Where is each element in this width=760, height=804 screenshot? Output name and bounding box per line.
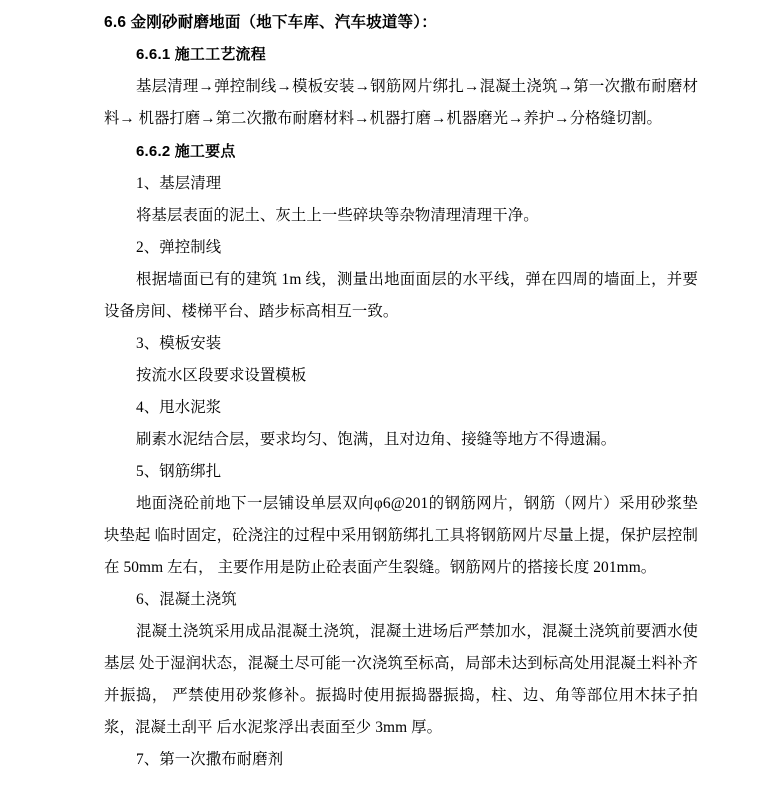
item-text-2: 根据墙面已有的建筑 1m 线，测量出地面面层的水平线，弹在四周的墙面上，并要设备房间、楼梯平台、踏步标高相互一致。 bbox=[104, 271, 698, 320]
process-flow-paragraph: 基层清理→弹控制线→模板安装→钢筋网片绑扎→混凝土浇筑→第一次撒布耐磨材料→ 机器打磨→第二次撒布耐磨材料→机器打磨→机器磨光→养护→分格缝切割。 bbox=[104, 78, 698, 127]
item-title-3: 3、模板安装 bbox=[136, 335, 222, 352]
item-text-3: 按流水区段要求设置模板 bbox=[136, 367, 307, 384]
item-title-2: 2、弹控制线 bbox=[136, 239, 222, 256]
item-title-7: 7、第一次撒布耐磨剂 bbox=[136, 751, 284, 768]
sub-heading-process-flow: 6.6.1 施工工艺流程 bbox=[136, 46, 266, 63]
item-text-1: 将基层表面的泥土、灰土上一些碎块等杂物清理清理干净。 bbox=[136, 207, 539, 224]
item-title-6: 6、混凝土浇筑 bbox=[136, 591, 237, 608]
item-title-5: 5、钢筋绑扎 bbox=[136, 463, 222, 480]
item-title-4: 4、甩水泥浆 bbox=[136, 399, 222, 416]
page-title: 6.6 金刚砂耐磨地面（地下车库、汽车坡道等）： bbox=[104, 14, 437, 31]
item-text-6: 混凝土浇筑采用成品混凝土浇筑，混凝土进场后严禁加水，混凝土浇筑前要洒水使基层 处于湿润状态，混凝土尽可能一次浇筑至标高，局部未达到标高处用混凝土料补齐并振捣， 严禁使用砂浆修补。振捣时使用振捣器振捣，柱、边、角等部位用木抹子拍浆，混凝土刮平 后水泥浆浮出表面至少 3mm 厚。 bbox=[104, 623, 698, 736]
item-title-1: 1、基层清理 bbox=[136, 175, 222, 192]
sub-heading-key-points: 6.6.2 施工要点 bbox=[136, 143, 236, 160]
item-text-5: 地面浇砼前地下一层铺设单层双向φ6@201的钢筋网片，钢筋（网片）采用砂浆垫块垫起 临时固定，砼浇注的过程中采用钢筋绑扎工具将钢筋网片尽量上提，保护层控制在 50mm 左右， 主要作用是防止砼表面产生裂缝。钢筋网片的搭接长度 201mm。 bbox=[104, 495, 698, 576]
item-text-4: 刷素水泥结合层，要求均匀、饱满，且对边角、接缝等地方不得遗漏。 bbox=[136, 431, 617, 448]
